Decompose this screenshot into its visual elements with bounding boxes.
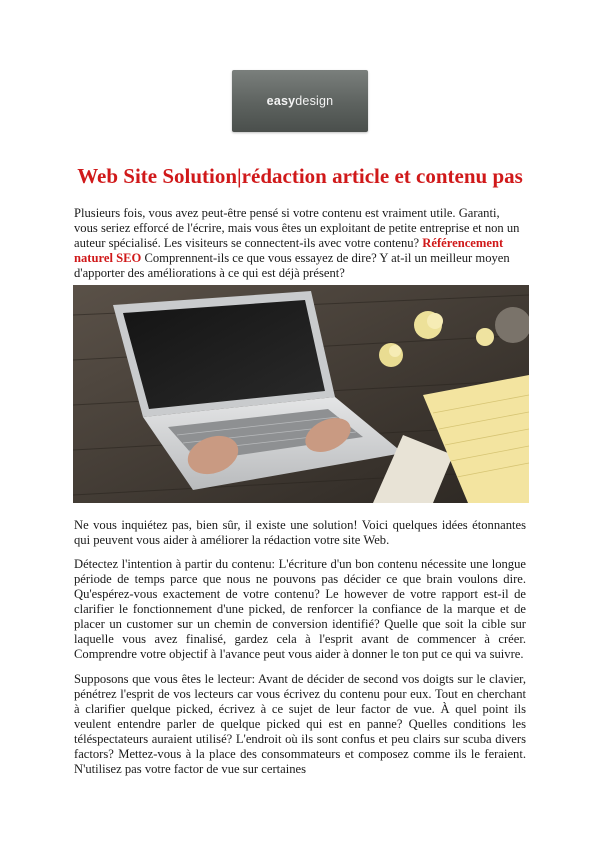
paragraph-1: Ne vous inquiétez pas, bien sûr, il existe une solution! Voici quelques idées étonnantes qui peuvent vous aider à améliorer la rédaction votre site Web.: [74, 518, 526, 547]
seo-link[interactable]: Référencement naturel SEO: [74, 236, 504, 265]
page-title: Web Site Solution|rédaction article et contenu pas: [77, 164, 523, 188]
paragraph-2: Détectez l'intention à partir du contenu: L'écriture d'un bon contenu nécessite une longue période de temps parce que nous ne pouvons pas décider ce que brain voulons dire. Qu'espérez-vous exactement de votre contenu? Le however de votre rapport est-il de clarifier le fonctionnement d'une picked, de renforcer la confiance de la marque et de placer un customer sur un chemin de conversion identifié? Quelle que soit la cible sur laquelle vous avez finalisé, gardez cela à l'esprit avant de commencer à créer. Comprendre votre objectif à l'avance peut vous aider à donner le ton put ce qui va suivre.: [74, 557, 526, 661]
article-photo: [73, 285, 529, 503]
laptop-desk-illustration: [73, 285, 529, 503]
intro-paragraph: Plusieurs fois, vous avez peut-être pensé si votre contenu est vraiment utile. Garanti, vous seriez efforcé de l'écrire, mais vous êtes un exploitant de petite entreprise et non un auteur spécialisé. Les visiteurs se connectent-ils avec votre contenu? Référencement naturel SEO Comprennent-ils ce que vous essayez de dire? Y at-il un meilleur moyen d'apporter des améliorations à ce qui est déjà présent?: [74, 206, 520, 280]
paragraph-3: Supposons que vous êtes le lecteur: Avant de décider de second vos doigts sur le clavier, pénétrez l'esprit de vos lecteurs car vous écrivez du contenu pour eux. Tout en cherchant à clarifier quelque picked, écrivez à ce sujet de leur factor de vue. À quel point ils veulent entendre parler de quelque picked qui est en panne? Quelles conditions les téléspectateurs auraient utilisé? L'endroit où ils sont confus et peu clairs sur scuba divers factors? Mettez-vous à la place des consommateurs et composez comme ils le feraient. N'utilisez pas votre factor de vue sur certaines: [74, 672, 526, 776]
easydesign-logo: [232, 70, 368, 132]
logo-text: easydesign: [266, 94, 334, 108]
